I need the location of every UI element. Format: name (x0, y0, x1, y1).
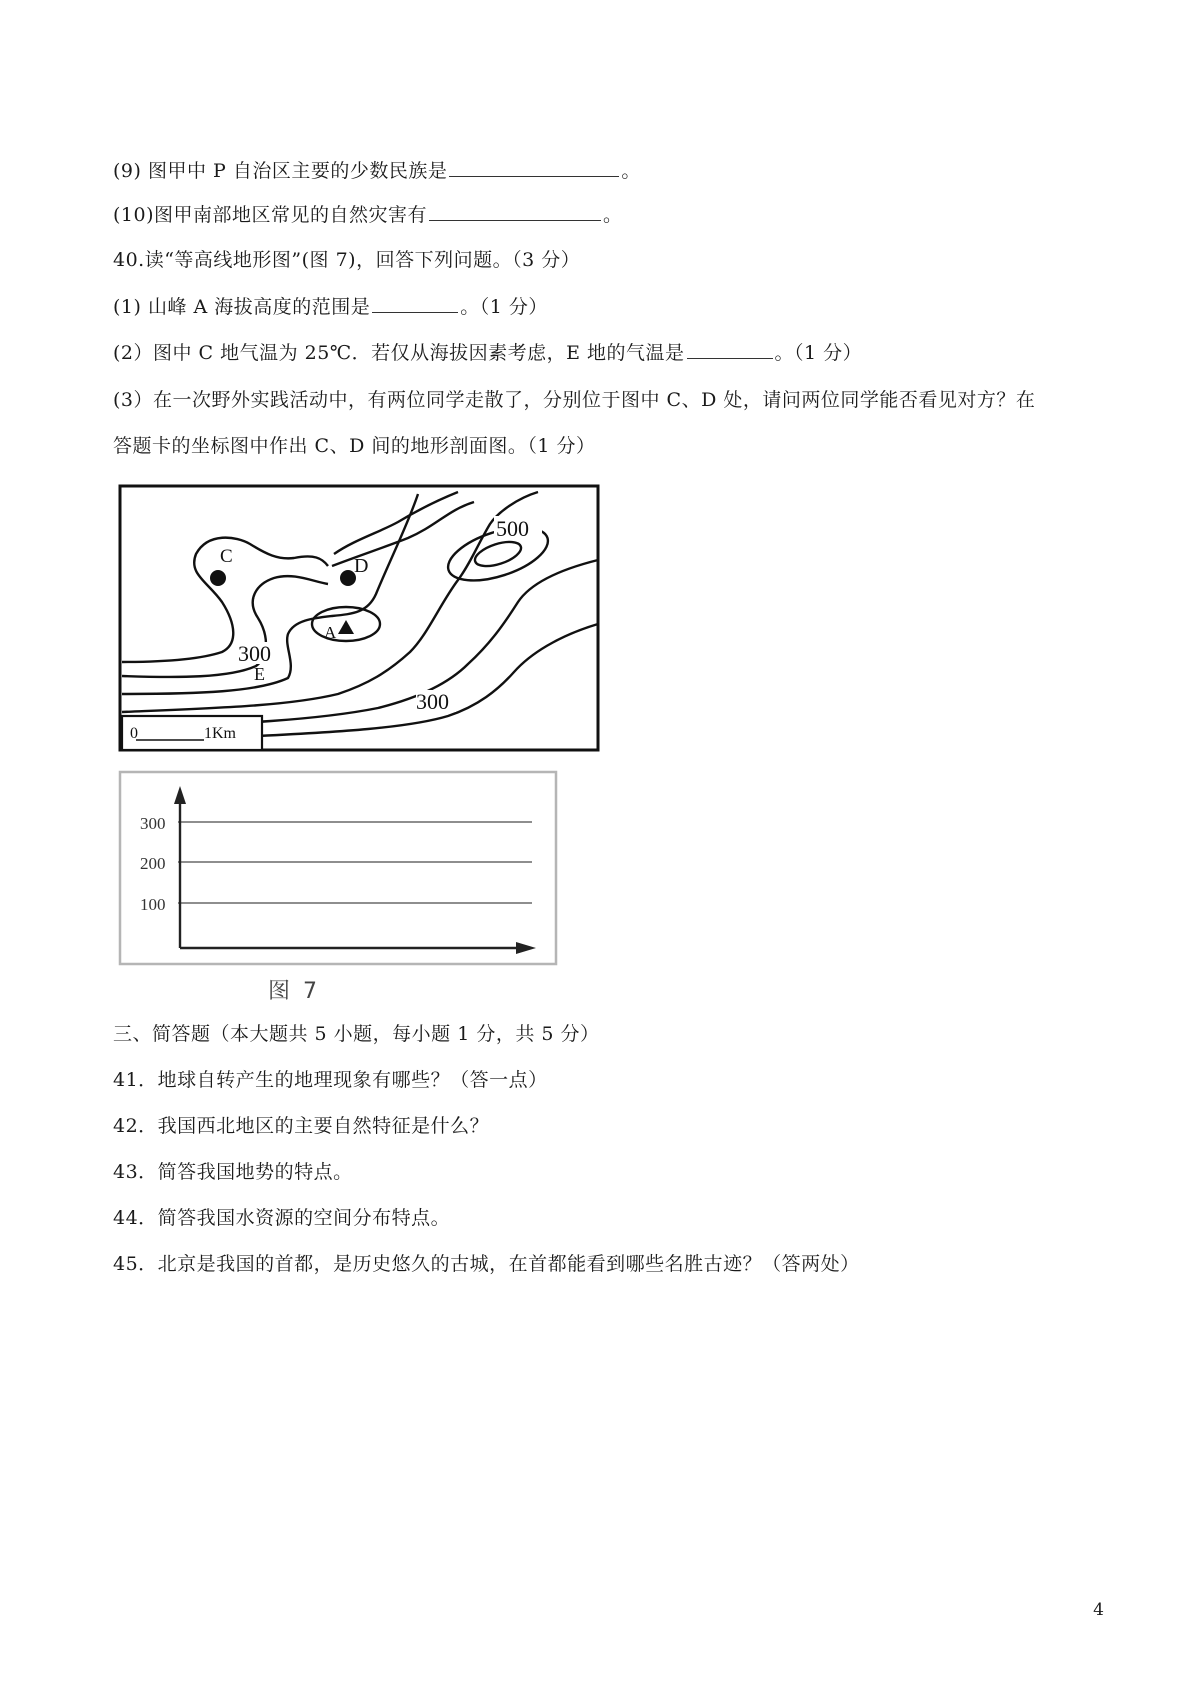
question-45: 45．北京是我国的首都，是历史悠久的古城，在首都能看到哪些名胜古迹？（答两处） (113, 1253, 860, 1275)
question-10-end: 。 (603, 204, 623, 226)
scale-box (122, 716, 262, 750)
page-number: 4 (1093, 1600, 1104, 1620)
question-10 (113, 202, 623, 227)
question-40-title: 40.读“等高线地形图”(图 7)，回答下列问题。（3 分） (113, 249, 581, 271)
figure-caption: 图 7 (268, 979, 320, 1004)
question-40-3-line1: (3）在一次野外实践活动中，有两位同学走散了，分别位于图中 C、D 处，请问两位同学能否看见对方？在 (113, 389, 1036, 411)
question-42: 42．我国西北地区的主要自然特征是什么？ (113, 1115, 490, 1137)
label-a: A (324, 623, 337, 642)
question-43: 43．简答我国地势的特点。 (113, 1161, 353, 1183)
label-e: E (254, 664, 265, 684)
answer-blank (372, 294, 458, 313)
profile-frame (120, 772, 556, 964)
question-40-2-end: 。（1 分） (774, 342, 863, 364)
question-9-text: (9) 图甲中 P 自治区主要的少数民族是 (113, 160, 448, 182)
label-d: D (354, 555, 369, 577)
scale-start: 0 (130, 725, 138, 742)
question-44: 44．简答我国水资源的空间分布特点。 (113, 1207, 451, 1229)
y-tick-200: 200 (140, 854, 166, 873)
question-40-2 (113, 340, 862, 365)
question-40-3-line2: 答题卡的坐标图中作出 C、D 间的地形剖面图。（1 分） (113, 435, 596, 457)
contour-label-300-left: 300 (238, 641, 271, 666)
answer-blank (687, 340, 773, 359)
profile-chart-axes (118, 770, 558, 968)
y-tick-300: 300 (140, 814, 166, 833)
contour-label-500: 500 (496, 516, 529, 541)
answer-blank (429, 202, 601, 221)
question-40-1 (113, 294, 548, 319)
question-10-text: (10)图甲南部地区常见的自然灾害有 (113, 204, 428, 226)
point-c-marker (210, 570, 226, 586)
section3-heading: 三、简答题（本大题共 5 小题，每小题 1 分，共 5 分） (113, 1023, 600, 1045)
question-9 (113, 158, 641, 183)
question-40-1-end: 。（1 分） (460, 296, 548, 318)
y-tick-100: 100 (140, 895, 166, 914)
label-c: C (220, 546, 233, 567)
question-40-1-text: (1) 山峰 A 海拔高度的范围是 (113, 296, 371, 318)
contour-map (118, 484, 600, 756)
scale-end: 1Km (204, 725, 236, 742)
question-40-2-text: (2）图中 C 地气温为 25℃．若仅从海拔因素考虑，E 地的气温是 (113, 342, 685, 364)
question-41: 41．地球自转产生的地理现象有哪些？（答一点） (113, 1069, 548, 1091)
contour-label-300-right: 300 (416, 689, 449, 714)
answer-blank (449, 158, 619, 177)
question-9-end: 。 (621, 160, 641, 182)
